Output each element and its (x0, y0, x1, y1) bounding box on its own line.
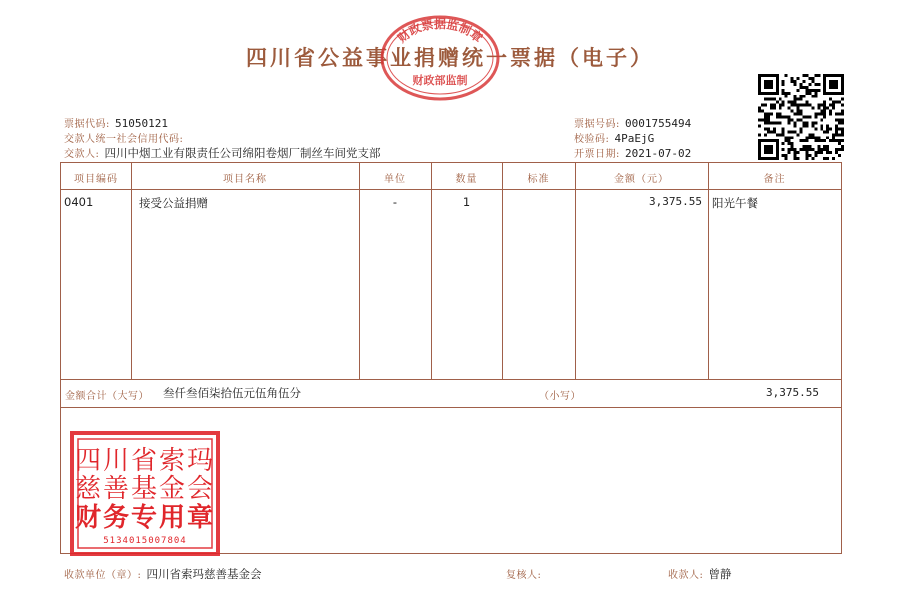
row-unit: - (392, 195, 398, 209)
receipt-title: 四川省公益事业捐赠统一票据（电子） (246, 45, 654, 70)
payee-value: 曾静 (708, 567, 732, 581)
header-note: 备注 (763, 174, 786, 185)
header-amount: 金额（元） (614, 174, 669, 185)
header-standard: 标准 (527, 174, 550, 185)
total-upper-value: 叁仟叁佰柒拾伍元伍角伍分 (163, 386, 301, 400)
issue-date-label: 开票日期: (574, 149, 620, 160)
seal-code: 5134015007804 (103, 536, 187, 546)
row-note: 阳光午餐 (712, 196, 758, 210)
issue-date-value: 2021-07-02 (624, 147, 692, 160)
receiver-row (64, 563, 261, 582)
finance-seal (70, 431, 220, 556)
reviewer-row (506, 563, 541, 582)
invoice-code-value: 51050121 (114, 117, 168, 130)
header-item-code: 项目编码 (74, 174, 118, 185)
row-item-code: 0401 (64, 195, 94, 209)
seal-line1: 四川省索玛 (74, 446, 216, 476)
invoice-number-label: 票据号码: (574, 119, 620, 130)
seal-line3: 财务专用章 (74, 503, 216, 533)
qr-code (758, 74, 844, 160)
row-quantity: 1 (462, 195, 471, 209)
header-quantity: 数量 (455, 174, 478, 185)
credit-code-label: 交款人统一社会信用代码: (64, 134, 184, 145)
total-upper-label: 金额合计（大写） (65, 391, 149, 402)
total-lower-value: 3,375.55 (766, 386, 819, 399)
payer-row (64, 142, 380, 161)
payee-label: 收款人: (668, 570, 704, 581)
stamp-top-line2: 财政部监制 (412, 74, 468, 87)
row-item-name: 接受公益捐赠 (139, 196, 208, 210)
check-code-label: 校验码: (574, 134, 610, 145)
issue-date-row (574, 142, 691, 161)
receiver-value: 四川省索玛慈善基金会 (146, 567, 262, 581)
total-lower-label: （小写） (539, 391, 581, 402)
receiver-label: 收款单位（章）: (64, 570, 142, 581)
row-amount: 3,375.55 (649, 195, 702, 208)
header-item-name: 项目名称 (223, 174, 267, 185)
supervision-stamp (379, 14, 501, 102)
invoice-code-label: 票据代码: (64, 119, 110, 130)
seal-line2: 慈善基金会 (74, 474, 216, 504)
svg-text:财政票据监制章 (394, 16, 486, 46)
payee-row (668, 563, 731, 582)
stamp-top-line1: 财政票据监制章 (394, 17, 486, 46)
check-code-value: 4PaEjG (614, 132, 655, 145)
reviewer-label: 复核人: (506, 570, 542, 581)
invoice-number-value: 0001755494 (624, 117, 692, 130)
payer-label: 交款人: (64, 149, 100, 160)
payer-value: 四川中烟工业有限责任公司绵阳卷烟厂制丝车间党支部 (104, 146, 381, 160)
header-unit: 单位 (384, 174, 406, 185)
